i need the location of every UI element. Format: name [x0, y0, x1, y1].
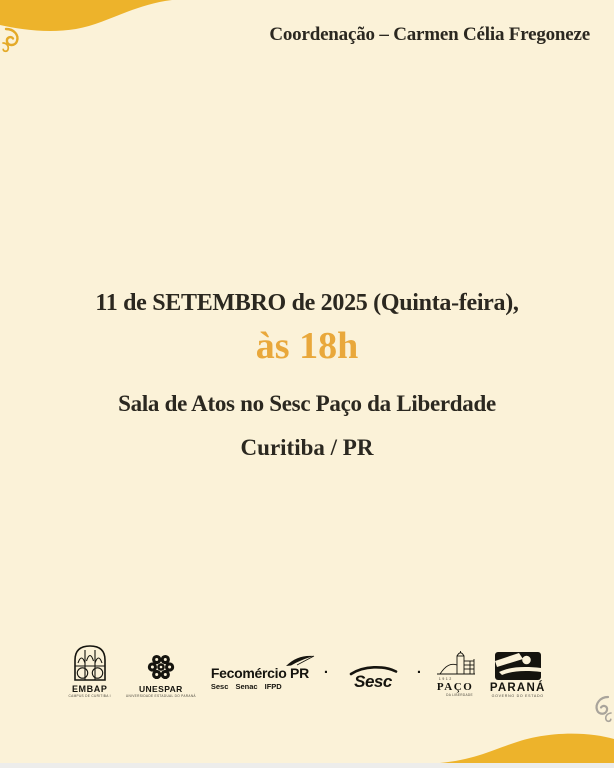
fecomercio-logo — [211, 665, 309, 691]
unespar-flower-icon — [146, 652, 176, 682]
top-left-swirl-icon — [3, 29, 17, 51]
bottom-right-wave-shape — [434, 717, 614, 763]
event-date: 11 de SETEMBRO de 2025 (Quinta-feira), — [95, 290, 519, 316]
separator-dot: · — [416, 664, 422, 681]
paco-year: 1912 — [438, 677, 453, 681]
parana-subtext: GOVERNO DO ESTADO — [491, 694, 544, 698]
feather-icon — [285, 655, 315, 667]
fecomercio-subtext: Sesc Senac IFPD — [210, 682, 282, 691]
embap-name: EMBAP — [71, 684, 108, 694]
event-city: Curitiba / PR — [240, 435, 374, 460]
parana-flag-icon — [495, 652, 541, 680]
embap-window-icon — [73, 644, 107, 682]
top-left-wave-shape — [0, 0, 180, 56]
parana-logo — [490, 652, 546, 698]
unespar-subtext: UNIVERSIDADE ESTADUAL DO PARANÁ — [125, 694, 196, 698]
paco-logo — [437, 651, 475, 697]
parana-name: PARANÁ — [489, 682, 546, 694]
embap-logo — [69, 644, 111, 698]
separator-dot: · — [323, 664, 329, 681]
paco-subtext: DA LIBERDADE — [446, 693, 473, 697]
embap-subtext: CAMPUS DE CURITIBA I — [68, 694, 111, 698]
sesc-name: Sesc — [354, 672, 392, 691]
fecomercio-wordmark — [211, 665, 309, 681]
sesc-swoosh-icon — [344, 665, 402, 692]
fecomercio-name: Fecomércio — [210, 665, 287, 681]
unespar-name: UNESPAR — [138, 684, 183, 694]
event-time: às 18h — [255, 325, 359, 367]
fecomercio-region: PR — [290, 665, 309, 681]
event-venue: Sala de Atos no Sesc Paço da Liberdade — [118, 391, 496, 416]
paco-building-icon — [437, 651, 475, 676]
event-block — [0, 289, 614, 461]
logos-bar — [0, 640, 614, 698]
sesc-logo — [344, 665, 402, 692]
bottom-edge-strip — [0, 763, 614, 768]
coordination-text: Coordenação – Carmen Célia Fregoneze — [269, 24, 590, 45]
unespar-logo — [126, 652, 196, 698]
paco-name: PAÇO — [436, 681, 474, 693]
